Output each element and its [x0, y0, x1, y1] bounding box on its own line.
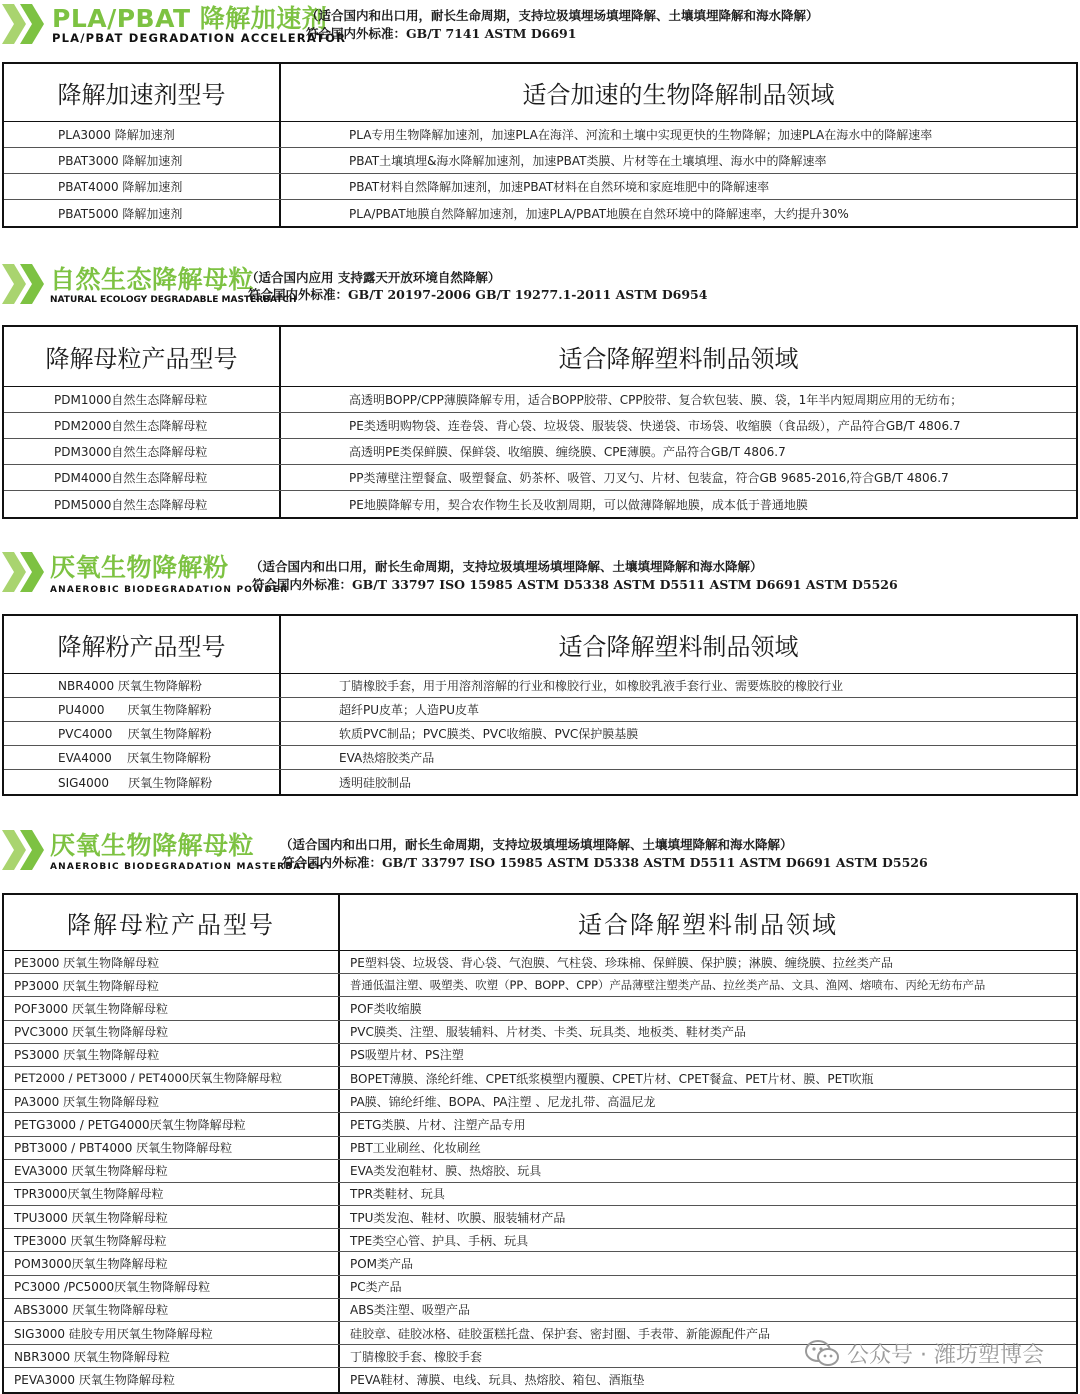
application-cell: 高透明PE类保鲜膜、保鲜袋、收缩膜、缠绕膜、CPE薄膜。产品符合GB/T 4806.7 [349, 445, 786, 459]
section-standards: 符合国内外标准：GB/T 7141 ASTM D6691 [306, 26, 577, 41]
table-row [4, 997, 1076, 1020]
table-row [4, 465, 1076, 491]
table-header [4, 64, 1076, 122]
application-cell: POM类产品 [350, 1257, 414, 1272]
table-row [4, 1160, 1076, 1183]
table-row [4, 1229, 1076, 1252]
model-cell: PS3000 厌氧生物降解母粒 [4, 1044, 340, 1066]
chevron-icon [2, 552, 46, 592]
table-header [4, 895, 1076, 951]
model-cell: POM3000厌氧生物降解母粒 [4, 1252, 340, 1274]
model-cell: SIG4000 厌氧生物降解粉 [4, 770, 281, 794]
table-row [4, 746, 1076, 770]
wechat-icon [805, 1340, 839, 1368]
table-row [4, 951, 1076, 974]
chevron-icon [2, 264, 46, 304]
section-pla-pbat-accelerator [0, 0, 1080, 232]
application-cell: TPE类空心管、护具、手柄、玩具 [350, 1233, 529, 1248]
model-cell: PC3000 /PC5000厌氧生物降解母粒 [4, 1276, 340, 1298]
model-cell: EVA4000 厌氧生物降解粉 [4, 746, 281, 769]
section-note: （适合国内应用 支持露天开放环境自然降解） [246, 270, 501, 285]
header-model: 降解加速剂型号 [4, 64, 281, 121]
application-cell: 软质PVC制品；PVC膜类、PVC收缩膜、PVC保护膜基膜 [339, 727, 639, 741]
table-row [4, 770, 1076, 794]
section-note: （适合国内和出口用，耐长生命周期，支持垃圾填埋场填埋降解、土壤填埋降解和海水降解） [280, 837, 793, 852]
model-cell: TPE3000 厌氧生物降解母粒 [4, 1229, 340, 1251]
application-cell: PE塑料袋、垃圾袋、背心袋、气泡膜、气柱袋、珍珠棉、保鲜膜、保护膜；淋膜、缠绕膜、拉丝类产品 [350, 955, 893, 970]
application-cell: ABS类注塑、吸塑产品 [350, 1303, 470, 1318]
model-cell: PET2000 / PET3000 / PET4000厌氧生物降解母粒 [4, 1067, 340, 1089]
table-row [4, 439, 1076, 465]
model-cell: PDM4000自然生态降解母粒 [4, 465, 281, 490]
section-title: PLA/PBAT 降解加速剂 [52, 4, 328, 33]
application-cell: 透明硅胶制品 [339, 775, 412, 790]
application-cell: PA膜、锦纶纤维、BOPA、PA注塑 、尼龙扎带、高温尼龙 [350, 1094, 656, 1109]
table-row [4, 1067, 1076, 1090]
application-cell: 丁腈橡胶手套、橡胶手套 [350, 1349, 483, 1364]
model-cell: PDM1000自然生态降解母粒 [4, 387, 281, 412]
header-model: 降解粉产品型号 [4, 616, 281, 673]
application-cell: PBT工业刷丝、化妆刷丝 [350, 1141, 481, 1156]
table-row [4, 698, 1076, 722]
application-cell: 高透明BOPP/CPP薄膜降解专用，适合BOPP胶带、CPP胶带、复合软包装、膜、袋，1年半内短周期应用的无纺布； [349, 393, 963, 407]
chevron-icon [2, 830, 46, 870]
header-model: 降解母粒产品型号 [4, 895, 340, 950]
header-model: 降解母粒产品型号 [4, 327, 281, 386]
section-note: （适合国内和出口用，耐长生命周期，支持垃圾填埋场填埋降解、土壤填埋降解和海水降解） [250, 559, 763, 574]
model-cell: NBR3000 厌氧生物降解母粒 [4, 1345, 340, 1367]
model-cell: PLA3000 降解加速剂 [4, 122, 281, 147]
application-cell: PE地膜降解专用，契合农作物生长及收割周期，可以做薄降解地膜，成本低于普通地膜 [349, 497, 808, 512]
table-row [4, 974, 1076, 997]
section-subtitle-en: ANAEROBIC BIODEGRADATION POWDER [50, 585, 289, 595]
section-title: 自然生态降解母粒 [50, 265, 255, 294]
model-cell: NBR4000 厌氧生物降解粉 [4, 674, 281, 697]
model-cell: TPU3000 厌氧生物降解母粒 [4, 1206, 340, 1228]
section-standards: 符合国内外标准：GB/T 33797 ISO 15985 ASTM D5338 ASTM D5511 ASTM D6691 ASTM D5526 [252, 577, 898, 592]
table-row [4, 1252, 1076, 1275]
table-row [4, 200, 1076, 226]
model-cell: PP3000 厌氧生物降解母粒 [4, 974, 340, 996]
section-title: 厌氧生物降解粉 [50, 553, 229, 582]
table-row [4, 1183, 1076, 1206]
model-cell: PETG3000 / PETG4000厌氧生物降解母粒 [4, 1113, 340, 1135]
application-cell: PP类薄壁注塑餐盒、吸塑餐盒、奶茶杯、吸管、刀叉勺、片材、包装盒，符合GB 9685-2016,符合GB/T 4806.7 [349, 471, 949, 485]
application-cell: 超纤PU皮革；人造PU皮革 [339, 703, 480, 717]
application-cell: PVC膜类、注塑、服装辅料、片材类、卡类、玩具类、地板类、鞋材类产品 [350, 1025, 746, 1040]
table-row [4, 413, 1076, 439]
table-row [4, 148, 1076, 174]
table-row [4, 1044, 1076, 1067]
header-application: 适合加速的生物降解制品领域 [522, 81, 835, 109]
model-cell: PDM5000自然生态降解母粒 [4, 491, 281, 517]
model-cell: PVC4000 厌氧生物降解粉 [4, 722, 281, 745]
application-cell: PE类透明购物袋、连卷袋、背心袋、垃圾袋、服装袋、快递袋、市场袋、收缩膜（食品级），产品符合GB/T 4806.7 [349, 419, 961, 433]
application-cell: PEVA鞋材、薄膜、电线、玩具、热熔胶、箱包、酒瓶垫 [350, 1373, 645, 1388]
table-row [4, 1299, 1076, 1322]
model-cell: PE3000 厌氧生物降解母粒 [4, 951, 340, 973]
section-subtitle-en: PLA/PBAT DEGRADATION ACCELERATOR [52, 31, 347, 45]
table-row [4, 174, 1076, 200]
application-cell: TPR类鞋材、玩具 [350, 1187, 445, 1202]
section-natural-ecology-masterbatch [0, 258, 1080, 520]
table-row [4, 1113, 1076, 1136]
header-application: 适合降解塑料制品领域 [578, 911, 838, 939]
section-subtitle-en: ANAEROBIC BIODEGRADATION MASTERBATCH [50, 862, 325, 872]
model-cell: PEVA3000 厌氧生物降解母粒 [4, 1368, 340, 1391]
table-header [4, 616, 1076, 674]
masterbatch-table [2, 325, 1078, 519]
section-subtitle-en: NATURAL ECOLOGY DEGRADABLE MASTERBATCH [50, 295, 297, 305]
table-row [4, 1090, 1076, 1113]
watermark [805, 1338, 1044, 1369]
application-cell: EVA类发泡鞋材、膜、热熔胶、玩具 [350, 1164, 542, 1179]
model-cell: PBAT5000 降解加速剂 [4, 200, 281, 226]
model-cell: PVC3000 厌氧生物降解母粒 [4, 1021, 340, 1043]
application-cell: 普通低温注塑、吸塑类、吹塑（PP、BOPP、CPP）产品薄壁注塑类产品、拉丝类产品、文具、渔网、熔喷布、丙纶无纺布产品 [350, 978, 986, 993]
application-cell: PS吸塑片材、PS注塑 [350, 1048, 464, 1063]
application-cell: 丁腈橡胶手套，用于用溶剂溶解的行业和橡胶行业，如橡胶乳液手套行业、需要炼胶的橡胶行业 [339, 679, 844, 693]
header-application: 适合降解塑料制品领域 [558, 633, 799, 661]
model-cell: ABS3000 厌氧生物降解母粒 [4, 1299, 340, 1321]
table-row [4, 722, 1076, 746]
application-cell: PC类产品 [350, 1280, 402, 1295]
model-cell: PA3000 厌氧生物降解母粒 [4, 1090, 340, 1112]
model-cell: PBAT3000 降解加速剂 [4, 148, 281, 173]
powder-table [2, 614, 1078, 796]
application-cell: PBAT材料自然降解加速剂，加速PBAT材料在自然环境和家庭堆肥中的降解速率 [349, 180, 770, 194]
section-title: 厌氧生物降解母粒 [50, 831, 255, 860]
application-cell: PLA专用生物降解加速剂，加速PLA在海洋、河流和土壤中实现更快的生物降解；加速PLA在海水中的降解速率 [349, 128, 933, 142]
table-row [4, 1021, 1076, 1044]
table-header [4, 327, 1076, 387]
application-cell: POF类收缩膜 [350, 1001, 422, 1016]
table-row [4, 491, 1076, 517]
model-cell: POF3000 厌氧生物降解母粒 [4, 997, 340, 1019]
model-cell: PBT3000 / PBT4000 厌氧生物降解母粒 [4, 1137, 340, 1159]
model-cell: PDM2000自然生态降解母粒 [4, 413, 281, 438]
application-cell: EVA热熔胶类产品 [339, 751, 435, 765]
header-application: 适合降解塑料制品领域 [558, 345, 799, 373]
application-cell: TPU类发泡、鞋材、吹膜、服装辅材产品 [350, 1210, 566, 1225]
accelerator-table [2, 62, 1078, 228]
application-cell: PBAT土壤填埋&海水降解加速剂，加速PBAT类膜、片材等在土壤填埋、海水中的降解速率 [349, 154, 827, 168]
application-cell: PLA/PBAT地膜自然降解加速剂，加速PLA/PBAT地膜在自然环境中的降解速率，大约提升30% [349, 206, 849, 221]
anaerobic-masterbatch-table [2, 893, 1078, 1394]
table-row [4, 1137, 1076, 1160]
application-cell: PETG类膜、片材、注塑产品专用 [350, 1117, 526, 1132]
chevron-icon [2, 4, 46, 44]
section-standards: 符合国内外标准：GB/T 33797 ISO 15985 ASTM D5338 ASTM D5511 ASTM D6691 ASTM D5526 [282, 855, 928, 870]
section-note: （适合国内和出口用，耐长生命周期，支持垃圾填埋场填埋降解、土壤填埋降解和海水降解） [306, 8, 819, 23]
model-cell: EVA3000 厌氧生物降解母粒 [4, 1160, 340, 1182]
table-row [4, 387, 1076, 413]
section-anaerobic-powder [0, 548, 1080, 798]
table-row [4, 674, 1076, 698]
model-cell: PBAT4000 降解加速剂 [4, 174, 281, 199]
application-cell: BOPET薄膜、涤纶纤维、CPET纸浆模塑内覆膜、CPET片材、CPET餐盒、PET片材、膜、PET吹瓶 [350, 1071, 874, 1086]
section-standards: 符合国内外标准：GB/T 20197-2006 GB/T 19277.1-2011 ASTM D6954 [248, 287, 708, 302]
table-row [4, 1368, 1076, 1391]
table-row [4, 1206, 1076, 1229]
table-row [4, 1276, 1076, 1299]
model-cell: PU4000 厌氧生物降解粉 [4, 698, 281, 721]
application-cell: 硅胶章、硅胶冰格、硅胶蛋糕托盘、保护套、密封圈、手表带、新能源配件产品 [350, 1326, 771, 1341]
model-cell: SIG3000 硅胶专用厌氧生物降解母粒 [4, 1322, 340, 1344]
table-row [4, 122, 1076, 148]
section-anaerobic-masterbatch [0, 826, 1080, 1391]
model-cell: PDM3000自然生态降解母粒 [4, 439, 281, 464]
watermark-label: 公众号 · 潍坊塑博会 [847, 1343, 1044, 1368]
model-cell: TPR3000厌氧生物降解母粒 [4, 1183, 340, 1205]
